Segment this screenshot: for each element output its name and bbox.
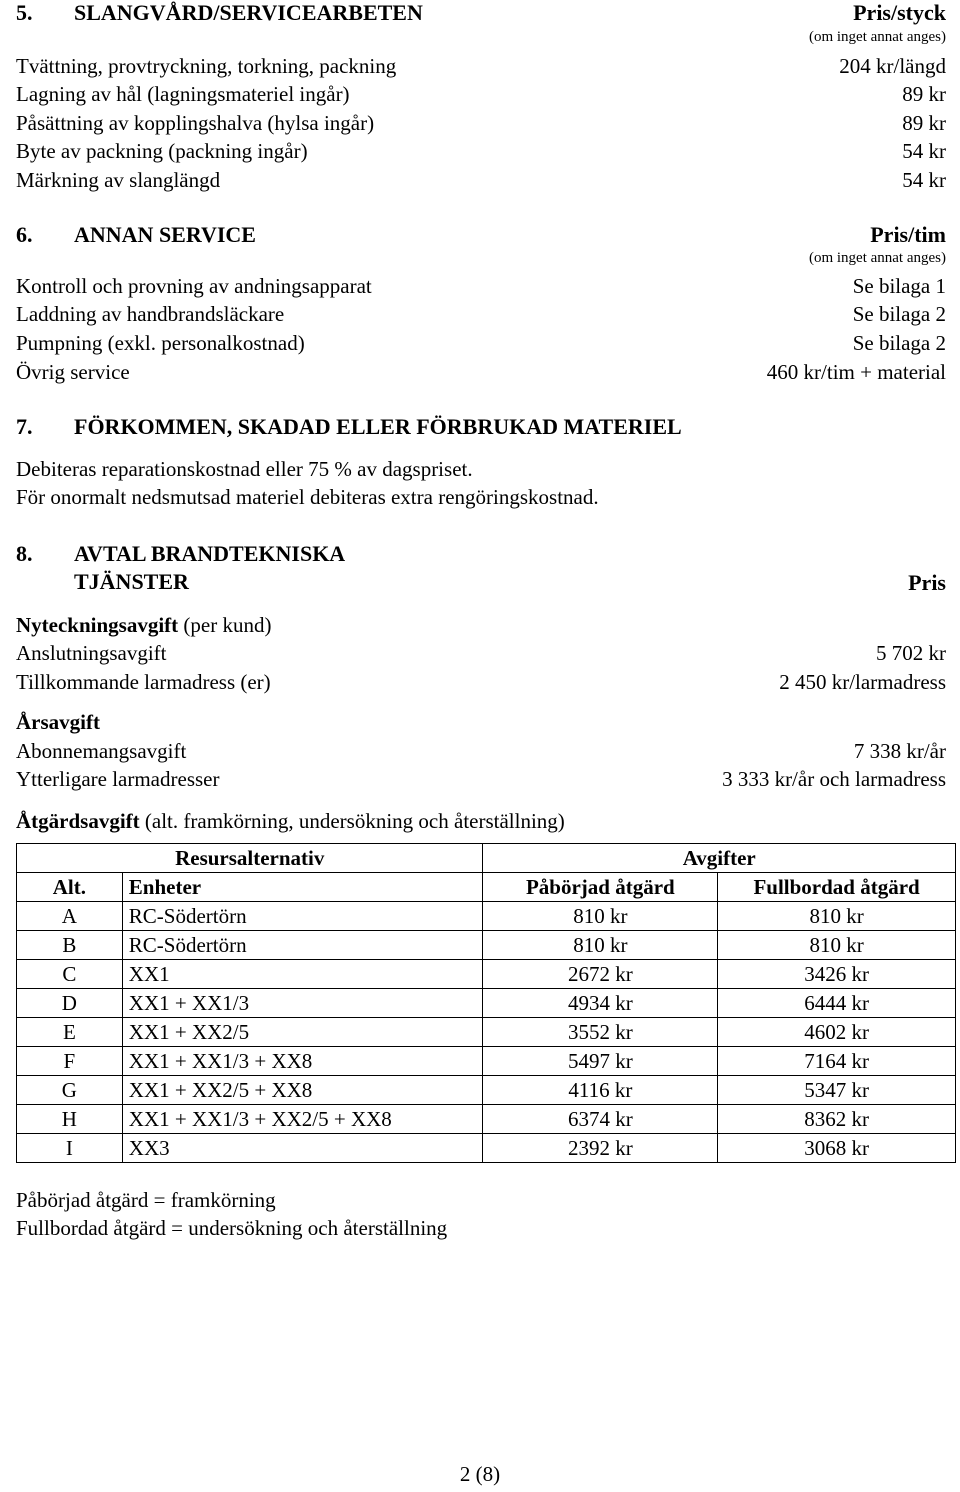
- item-price: 54 kr: [902, 168, 946, 192]
- section-7-title: FÖRKOMMEN, SKADAD ELLER FÖRBRUKAD MATERIEL: [74, 414, 682, 439]
- item-label: Pumpning (exkl. personalkostnad): [16, 331, 305, 355]
- item-label: Byte av packning (packning ingår): [16, 139, 308, 163]
- fullbordad-cell: 3426 kr: [718, 960, 956, 989]
- fee-label: Ytterligare larmadresser: [16, 767, 220, 791]
- nyteckningsavgift-heading: [16, 611, 271, 639]
- section-7-number: 7.: [16, 414, 33, 439]
- column-header: Enheter: [122, 873, 483, 902]
- fullbordad-cell: 810 kr: [718, 931, 956, 960]
- fee-row-ytterligare: [16, 765, 946, 793]
- fullbordad-cell: 810 kr: [718, 902, 956, 931]
- enheter-cell: RC-Södertörn: [122, 931, 483, 960]
- alt-cell: A: [17, 902, 123, 931]
- enheter-cell: XX1 + XX2/5 + XX8: [122, 1076, 483, 1105]
- table-row: [17, 1076, 956, 1105]
- fullbordad-cell: 5347 kr: [718, 1076, 956, 1105]
- list-item: [16, 80, 946, 108]
- section-5-note: (om inget annat anges): [808, 29, 946, 45]
- table-body: [17, 902, 956, 1163]
- section-6-title: ANNAN SERVICE: [74, 222, 256, 247]
- column-header: Fullbordad åtgärd: [718, 873, 956, 902]
- fee-label: Abonnemangsavgift: [16, 739, 187, 763]
- group-header-resursalternativ: Resursalternativ: [17, 844, 483, 873]
- item-price: Se bilaga 2: [852, 331, 946, 355]
- section-8-heading-line-2: [16, 569, 189, 595]
- section-6-number: 6.: [16, 222, 33, 247]
- enheter-cell: XX3: [122, 1134, 483, 1163]
- item-price: 89 kr: [902, 111, 946, 135]
- alt-cell: I: [17, 1134, 123, 1163]
- paborjad-cell: 3552 kr: [483, 1018, 718, 1047]
- fee-price: 2 450 kr/larmadress: [779, 670, 946, 694]
- item-label: Kontroll och provning av andningsapparat: [16, 274, 372, 298]
- atgardsavgift-suffix: (alt. framkörning, undersökning och återställning): [139, 809, 565, 833]
- item-label: Märkning av slanglängd: [16, 168, 221, 192]
- alt-cell: B: [17, 931, 123, 960]
- table-row: [17, 1018, 956, 1047]
- page-number: 2 (8): [459, 1462, 501, 1486]
- legend-line-1: Påbörjad åtgärd = framkörning: [16, 1188, 276, 1212]
- paborjad-cell: 4934 kr: [483, 989, 718, 1018]
- alt-cell: H: [17, 1105, 123, 1134]
- fee-label: Anslutningsavgift: [16, 641, 167, 665]
- fullbordad-cell: 7164 kr: [718, 1047, 956, 1076]
- column-header: Påbörjad åtgärd: [483, 873, 718, 902]
- fullbordad-cell: 3068 kr: [718, 1134, 956, 1163]
- section-8-number: 8.: [16, 541, 33, 566]
- list-item: [16, 166, 946, 194]
- alt-cell: D: [17, 989, 123, 1018]
- section-5-price-header: Pris/styck: [853, 0, 946, 25]
- enheter-cell: XX1: [122, 960, 483, 989]
- section-5-number: 5.: [16, 0, 33, 25]
- section-8-price-header: Pris: [908, 570, 946, 595]
- list-item: [16, 272, 946, 300]
- section-8-heading: [16, 541, 345, 567]
- paborjad-cell: 2392 kr: [483, 1134, 718, 1163]
- table-row: [17, 931, 956, 960]
- item-label: Lagning av hål (lagningsmateriel ingår): [16, 82, 350, 106]
- section-6-price-header: Pris/tim: [870, 222, 946, 247]
- paborjad-cell: 6374 kr: [483, 1105, 718, 1134]
- table-row: [17, 1047, 956, 1076]
- enheter-cell: XX1 + XX1/3: [122, 989, 483, 1018]
- fullbordad-cell: 8362 kr: [718, 1105, 956, 1134]
- alt-cell: E: [17, 1018, 123, 1047]
- paborjad-cell: 4116 kr: [483, 1076, 718, 1105]
- item-price: 204 kr/längd: [839, 54, 946, 78]
- paborjad-cell: 5497 kr: [483, 1047, 718, 1076]
- enheter-cell: XX1 + XX1/3 + XX8: [122, 1047, 483, 1076]
- table-row: [17, 1105, 956, 1134]
- alt-cell: G: [17, 1076, 123, 1105]
- item-price: 89 kr: [902, 82, 946, 106]
- list-item: [16, 329, 946, 357]
- fee-label: Tillkommande larmadress (er): [16, 670, 271, 694]
- fee-row-abonnemang: [16, 737, 946, 765]
- arsavgift-heading: Årsavgift: [16, 710, 100, 734]
- section-8-title-line-1: AVTAL BRANDTEKNISKA: [74, 541, 346, 566]
- fee-price: 3 333 kr/år och larmadress: [722, 767, 946, 791]
- enheter-cell: XX1 + XX1/3 + XX2/5 + XX8: [122, 1105, 483, 1134]
- list-item: [16, 137, 946, 165]
- fullbordad-cell: 4602 kr: [718, 1018, 956, 1047]
- legend-line-2: Fullbordad åtgärd = undersökning och återställning: [16, 1216, 448, 1240]
- item-label: Laddning av handbrandsläckare: [16, 302, 285, 326]
- paborjad-cell: 2672 kr: [483, 960, 718, 989]
- fee-price: 5 702 kr: [876, 641, 946, 665]
- section-7-line-2: För onormalt nedsmutsad materiel debiteras extra rengöringskostnad.: [16, 485, 599, 509]
- item-label: Tvättning, provtryckning, torkning, packning: [16, 54, 397, 78]
- section-6-note: (om inget annat anges): [808, 250, 946, 266]
- item-price: 54 kr: [902, 139, 946, 163]
- column-header: Alt.: [17, 873, 123, 902]
- item-price: 460 kr/tim + material: [766, 360, 946, 384]
- table-group-header-row: [17, 844, 956, 873]
- list-item: [16, 109, 946, 137]
- list-item: [16, 358, 946, 386]
- enheter-cell: XX1 + XX2/5: [122, 1018, 483, 1047]
- atgardsavgift-label: Åtgärdsavgift: [16, 809, 140, 833]
- table-row: [17, 960, 956, 989]
- alt-cell: C: [17, 960, 123, 989]
- group-header-avgifter: Avgifter: [483, 844, 956, 873]
- list-item: [16, 300, 946, 328]
- table-header-row: [17, 873, 956, 902]
- alt-cell: F: [17, 1047, 123, 1076]
- fee-table: [16, 843, 956, 1163]
- table-row: [17, 1134, 956, 1163]
- item-label: Påsättning av kopplingshalva (hylsa ingår): [16, 111, 375, 135]
- paborjad-cell: 810 kr: [483, 931, 718, 960]
- section-5-title: SLANGVÅRD/SERVICEARBETEN: [74, 0, 423, 25]
- section-7-line-1: Debiteras reparationskostnad eller 75 % av dagspriset.: [16, 457, 473, 481]
- fee-row-anslutning: [16, 639, 946, 667]
- table-row: [17, 902, 956, 931]
- item-price: Se bilaga 1: [852, 274, 946, 298]
- table-row: [17, 989, 956, 1018]
- section-6-heading: [16, 222, 256, 248]
- enheter-cell: RC-Södertörn: [122, 902, 483, 931]
- item-label: Övrig service: [16, 360, 130, 384]
- section-5-heading: [16, 0, 423, 26]
- atgardsavgift-heading: [16, 807, 565, 835]
- list-item: [16, 52, 946, 80]
- item-price: Se bilaga 2: [852, 302, 946, 326]
- paborjad-cell: 810 kr: [483, 902, 718, 931]
- nyteckningsavgift-label: Nyteckningsavgift: [16, 613, 179, 637]
- fee-price: 7 338 kr/år: [853, 739, 946, 763]
- fullbordad-cell: 6444 kr: [718, 989, 956, 1018]
- fee-row-tillkommande: [16, 668, 946, 696]
- section-7-heading: [16, 414, 682, 440]
- section-8-title-line-2: TJÄNSTER: [74, 569, 189, 594]
- nyteckningsavgift-suffix: (per kund): [178, 613, 272, 637]
